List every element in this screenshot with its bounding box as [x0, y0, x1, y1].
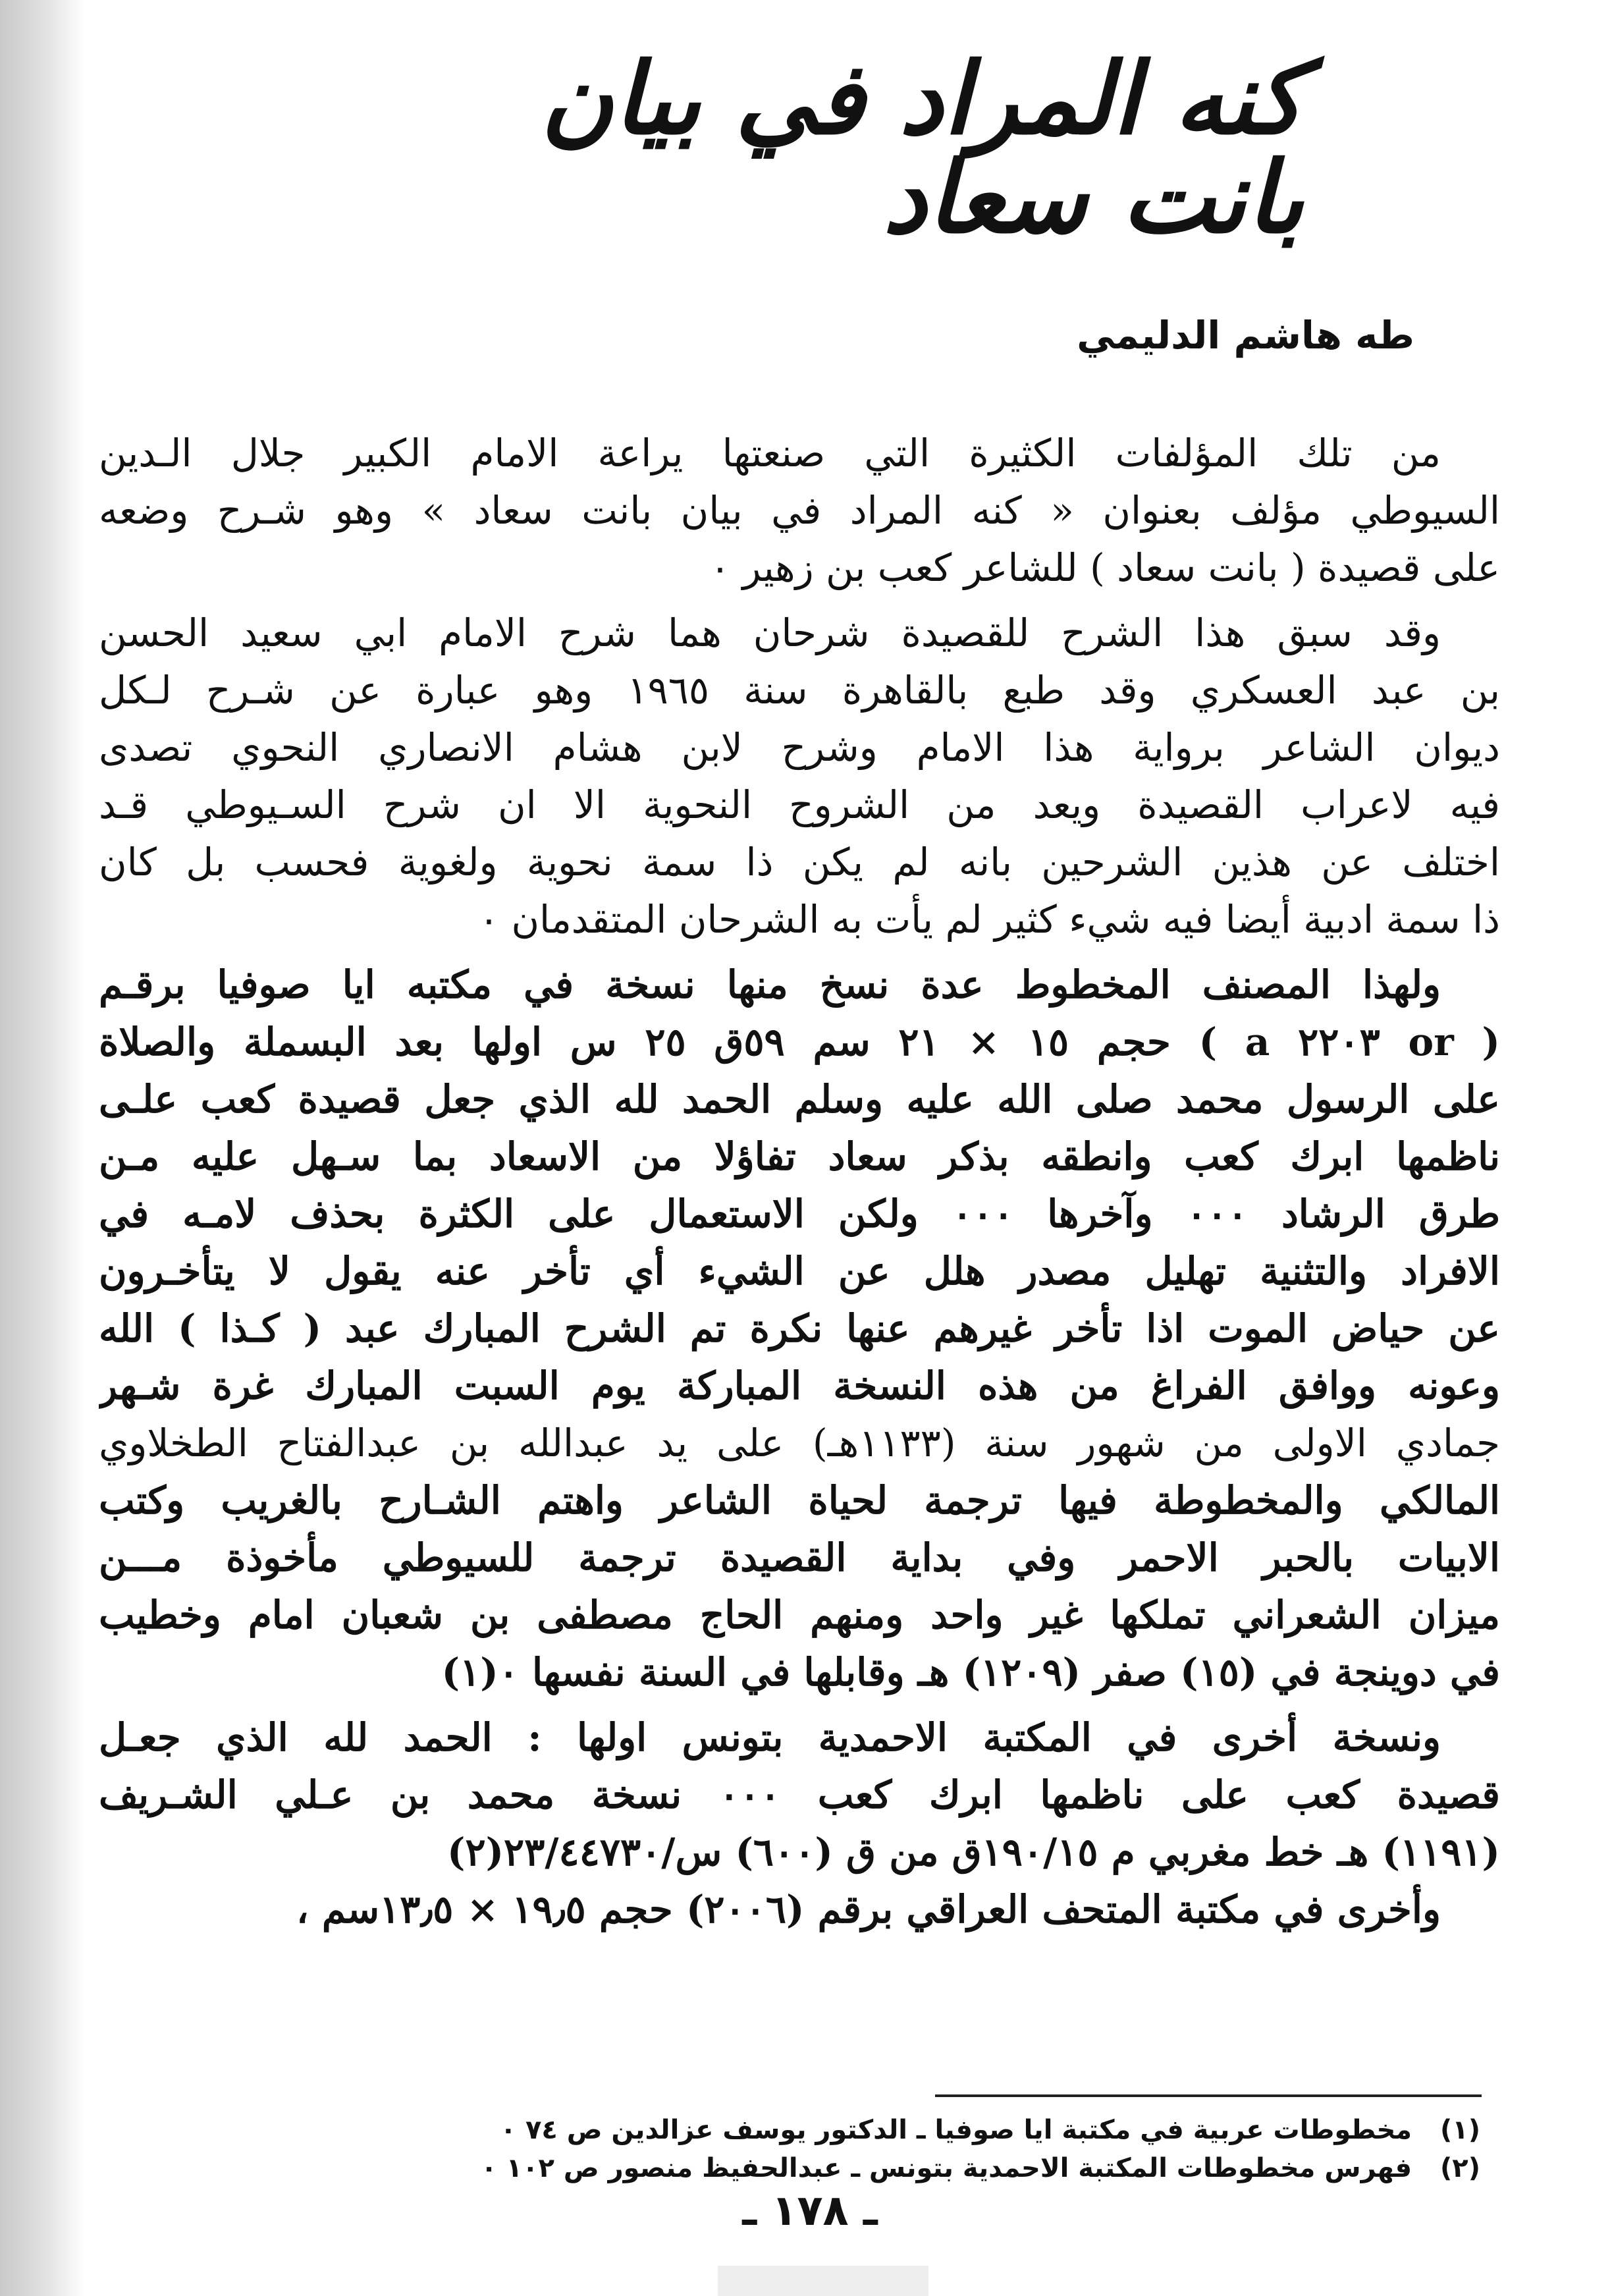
text-line: قصيدة كعب على ناظمها ابرك كعب ٠٠٠ نسخة محمد بن عـلي الشـريف [99, 1772, 1500, 1817]
text-line: ذا سمة ادبية أيضا فيه شيء كثير لم يأت به الشرحان المتقدمان ٠ [478, 897, 1500, 942]
text-line: وأخرى في مكتبة المتحف العراقي برقم (٢٠٠٦) حجم ١٩٫٥ × ١٣٫٥سم ، [296, 1887, 1441, 1932]
text-line: الافراد والتثنية تهليل مصدر هلل عن الشيء أي تأخر عنه يقول لا يتأخـرون [99, 1249, 1500, 1294]
text-line: وعونه ووافق الفراغ من هذه النسخة المباركة يوم السبت المبارك غرة شـهر [99, 1363, 1500, 1408]
text-line: على قصيدة ( بانت سعاد ) للشاعر كعب بن زهير ٠ [709, 545, 1500, 590]
text-line: ونسخة أخرى في المكتبة الاحمدية بتونس اولها : الحمد لله الذي جعـل [99, 1715, 1441, 1760]
footnote-number: (٢) [1440, 2153, 1480, 2183]
text-line: على الرسول محمد صلى الله عليه وسلم الحمد لله الذي جعل قصيدة كعب علـى [99, 1077, 1500, 1122]
text-line: في دوينجة في (١٥) صفر (١٢٠٩) هـ وقابلها في السنة نفسها ٠(١) [441, 1650, 1500, 1695]
text-line: ناظمها ابرك كعب وانطقه بذكر سعاد تفاؤلا من الاسعاد بما سـهل عليه مـن [99, 1134, 1500, 1179]
text-line: ديوان الشاعر برواية هذا الامام وشرح لابن هشام الانصاري النحوي تصدى [99, 725, 1500, 770]
text-line: بن عبد العسكري وقد طبع بالقاهرة سنة ١٩٦٥ وهو عبارة عن شـرح لـكل [99, 668, 1500, 713]
text-line: عن حياض الموت اذا تأخر غيرهم عنها نكرة تم الشرح المبارك عبد ( كـذا ) الله [99, 1306, 1500, 1351]
page-title: كنه المراد في بيان بانت سعاد [541, 41, 1304, 256]
text-line: ( or ٢٢٠٣ a ) حجم ١٥ × ٢١ سم ٥٩ق ٢٥ س اولها بعد البسملة والصلاة [99, 1020, 1500, 1064]
text-line: وقد سبق هذا الشرح للقصيدة شرحان هما شرح الامام ابي سعيد الحسن [99, 611, 1441, 655]
text-line: طرق الرشاد ٠٠٠ وآخرها ٠٠٠ ولكن الاستعمال على الكثرة بحذف لامـه في [99, 1191, 1500, 1236]
page-number: ـ ١٧٨ ـ [742, 2187, 878, 2235]
footnote-text: فهرس مخطوطات المكتبة الاحمدية بتونس ـ عبدالحفيظ منصور ص ١٠٢ ٠ [481, 2153, 1412, 2183]
footnote [229, 2149, 1480, 2187]
scan-bottom-patch [718, 2266, 928, 2296]
text-line: من تلك المؤلفات الكثيرة التي صنعتها يراعة الامام الكبير جلال الـدين [99, 431, 1441, 476]
text-line: ولهذا المصنف المخطوط عدة نسخ منها نسخة في مكتبه ايا صوفيا برقـم [99, 962, 1441, 1007]
footnote-number: (١) [1440, 2115, 1480, 2145]
text-line: الابيات بالحبر الاحمر وفي بداية القصيدة ترجمة للسيوطي مأخوذة مـــن [99, 1535, 1500, 1580]
text-line: فيه لاعراب القصيدة ويعد من الشروح النحوية الا ان شرح السـيوطي قـد [99, 782, 1500, 827]
footnote-text: مخطوطات عربية في مكتبة ايا صوفيا ـ الدكتور يوسف عزالدين ص ٧٤ ٠ [500, 2115, 1412, 2145]
text-line: ميزان الشعراني تملكها غير واحد ومنهم الحاج مصطفى بن شعبان امام وخطيب [99, 1593, 1500, 1637]
article-body [99, 425, 1500, 1938]
text-line: اختلف عن هذين الشرحين بانه لم يكن ذا سمة نحوية ولغوية فحسب بل كان [99, 840, 1500, 885]
footnote [229, 2111, 1480, 2149]
footnotes [229, 2111, 1480, 2187]
text-line: السيوطي مؤلف بعنوان « كنه المراد في بيان بانت سعاد » وهو شـرح وضعه [99, 488, 1500, 533]
text-line: جمادي الاولى من شهور سنة (١١٣٣هـ) على يد عبدالله بن عبدالفتاح الطخلاوي [99, 1421, 1500, 1465]
footnote-separator [935, 2094, 1482, 2097]
text-line: (١١٩١) هـ خط مغربي م ١٩٠/١٥ق من ق (٦٠٠) س/٢٣/٤٤٧٣٠(٢) [446, 1830, 1500, 1874]
text-line: المالكي والمخطوطة فيها ترجمة لحياة الشاعر واهتم الشـارح بالغريب وكتب [99, 1478, 1500, 1523]
author-name: طه هاشم الدليمي [1077, 313, 1414, 358]
